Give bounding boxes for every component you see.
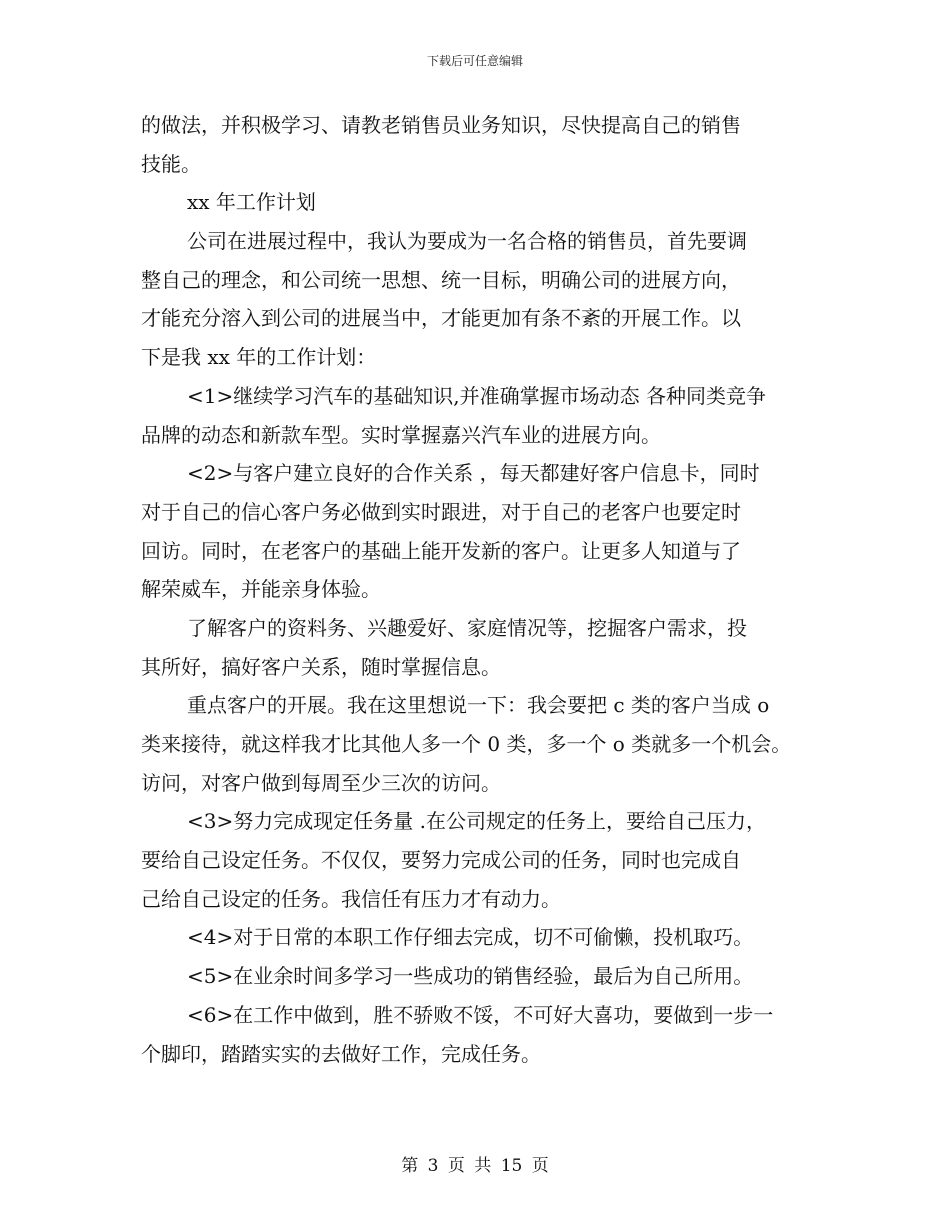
page-footer: 第 3 页 共 15 页 (401, 1156, 549, 1176)
text-line: 要给自己设定任务。不仅仅，要努力完成公司的任务，同时也完成自 (141, 848, 741, 873)
text-line: <4>对于日常的本职工作仔细去完成，切不可偷懒，投机取巧。 (187, 925, 754, 950)
text-line: 访问，对客户做到每周至少三次的访问。 (141, 770, 501, 795)
text-line: 己给自己设定的任务。我信任有压力才有动力。 (141, 886, 561, 911)
text-line: 回访。同时，在老客户的基础上能开发新的客户。让更多人知道与了 (141, 538, 741, 563)
text-line: <1>继续学习汽车的基础知识,并准确掌握市场动态 各种同类竞争 (187, 383, 766, 408)
text-line: 对于自己的信心客户务必做到实时跟进，对于自己的老客户也要定时 (141, 499, 741, 524)
text-line: 的做法，并积极学习、请教老销售员业务知识，尽快提高自己的销售 (141, 113, 741, 137)
text-line: 公司在进展过程中，我认为要成为一名合格的销售员，首先要调 (187, 229, 747, 254)
text-line: 整自己的理念，和公司统一思想、统一目标，明确公司的进展方向， (141, 267, 741, 292)
text-line: <2>与客户建立良好的合作关系 ，每天都建好客户信息卡，同时 (187, 461, 760, 486)
page-header: 下载后可任意编辑 (426, 54, 523, 68)
text-line: <6>在工作中做到，胜不骄败不馁，不可好大喜功，要做到一步一 (187, 1002, 774, 1027)
text-line: <3>努力完成现定任务量 .在公司规定的任务上，要给自己压力， (187, 809, 766, 834)
text-line: 下是我 xx 年的工作计划： (141, 345, 377, 370)
text-line: 解荣威车，并能亲身体验。 (141, 577, 381, 602)
text-line: 个脚印，踏踏实实的去做好工作，完成任务。 (141, 1041, 541, 1066)
text-line: xx 年工作计划 (187, 190, 316, 215)
text-line: 了解客户的资料务、兴趣爱好、家庭情况等，挖掘客户需求，投 (187, 615, 747, 640)
text-line: 品牌的动态和新款车型。实时掌握嘉兴汽车业的进展方向。 (141, 422, 661, 447)
text-line: <5>在业余时间多学习一些成功的销售经验，最后为自己所用。 (187, 964, 754, 989)
text-line: 重点客户的开展。我在这里想说一下：我会要把 c 类的客户当成 o (187, 693, 770, 718)
text-line: 才能充分溶入到公司的进展当中，才能更加有条不紊的开展工作。以 (141, 306, 741, 331)
text-line: 类来接待，就这样我才比其他人多一个 0 类，多一个 o 类就多一个机会。 (141, 732, 792, 756)
text-line: 其所好，搞好客户关系，随时掌握信息。 (141, 654, 501, 679)
document-body (141, 106, 841, 1073)
text-line: 技能。 (141, 151, 201, 176)
